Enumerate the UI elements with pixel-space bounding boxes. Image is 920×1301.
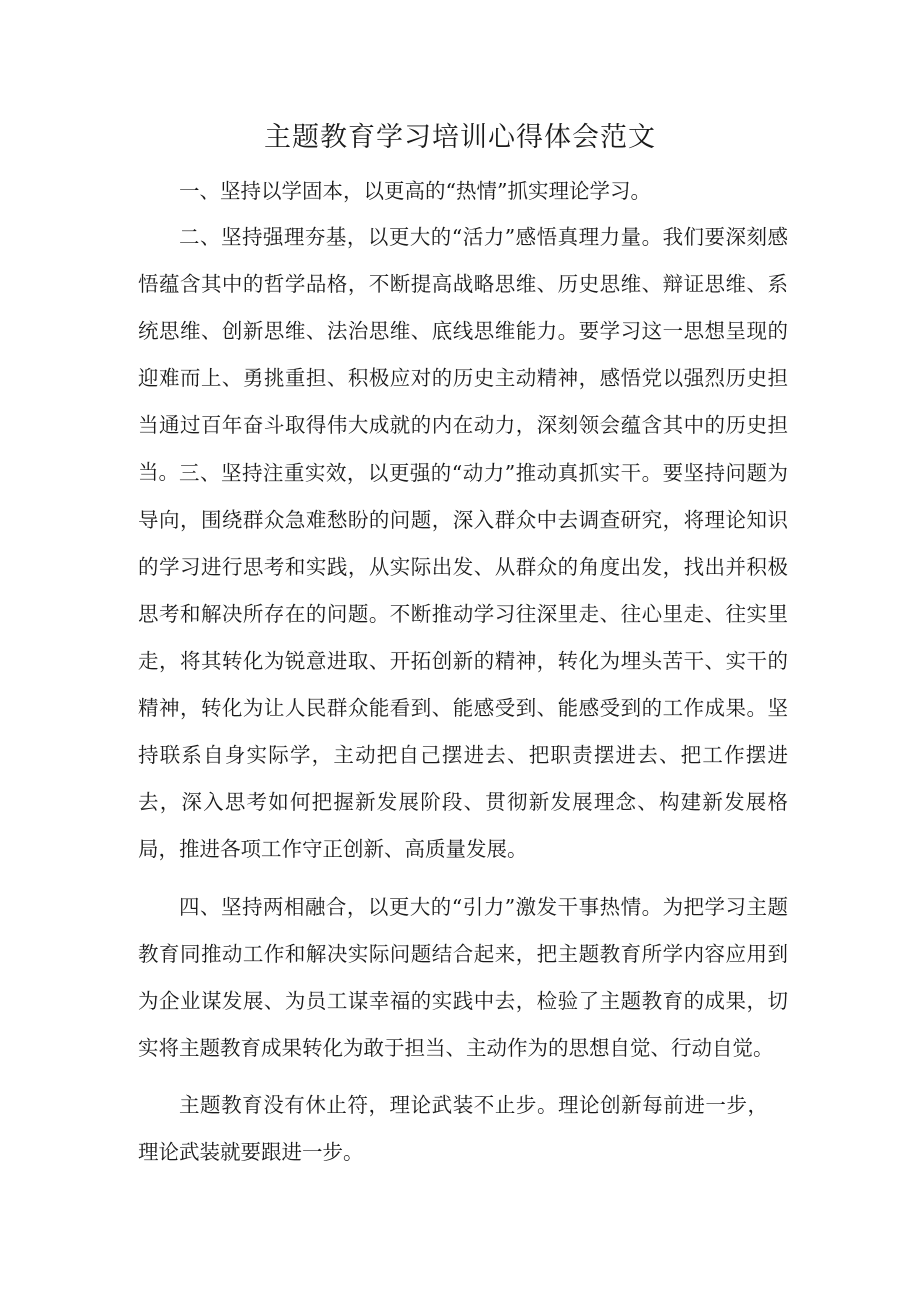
paragraph-4: 四、坚持两相融合，以更大的“引力”激发干事热情。为把学习主题教育同推动工作和解决实际问题结合起来，把主题教育所学内容应用到为企业谋发展、为员工谋幸福的实践中去，检验了主题教育的成果，切实将主题教育成果转化为敢于担当、主动作为的思想自觉、行动自觉。 bbox=[138, 895, 788, 1060]
document-title: 主题教育学习培训心得体会范文 bbox=[264, 122, 656, 153]
paragraph-3: 三、坚持注重实效，以更强的“动力”推动真抓实干。要坚持问题为导向，围绕群众急难愁盼的问题，深入群众中去调查研究，将理论知识的学习进行思考和实践，从实际出发、从群众的角度出发，找出并积极思考和解决所存在的问题。不断推动学习往深里走、往心里走、往实里走，将其转化为锐意进取、开拓创新的精神，转化为埋头苦干、实干的精神，转化为让人民群众能看到、能感受到、能感受到的工作成果。坚持联系自身实际学，主动把自己摆进去、把职责摆进去、把工作摆进去，深入思考如何把握新发展阶段、贯彻新发展理念、构建新发展格局，推进各项工作守正创新、高质量发展。 bbox=[138, 461, 788, 861]
paragraph-1: 一、坚持以学固本，以更高的“热情”抓实理论学习。 bbox=[179, 179, 651, 203]
paragraph-5: 主题教育没有休止符，理论武装不止步。理论创新每前进一步，理论武装就要跟进一步。 bbox=[138, 1093, 768, 1164]
paragraph-2: 二、坚持强理夯基，以更大的“活力”感悟真理力量。我们要深刻感悟蕴含其中的哲学品格，不断提高战略思维、历史思维、辩证思维、系统思维、创新思维、法治思维、底线思维能力。要学习这一思想呈现的迎难而上、勇挑重担、积极应对的历史主动精神，感悟党以强烈历史担当通过百年奋斗取得伟大成就的内在动力，深刻领会蕴含其中的历史担当。 bbox=[138, 225, 788, 484]
